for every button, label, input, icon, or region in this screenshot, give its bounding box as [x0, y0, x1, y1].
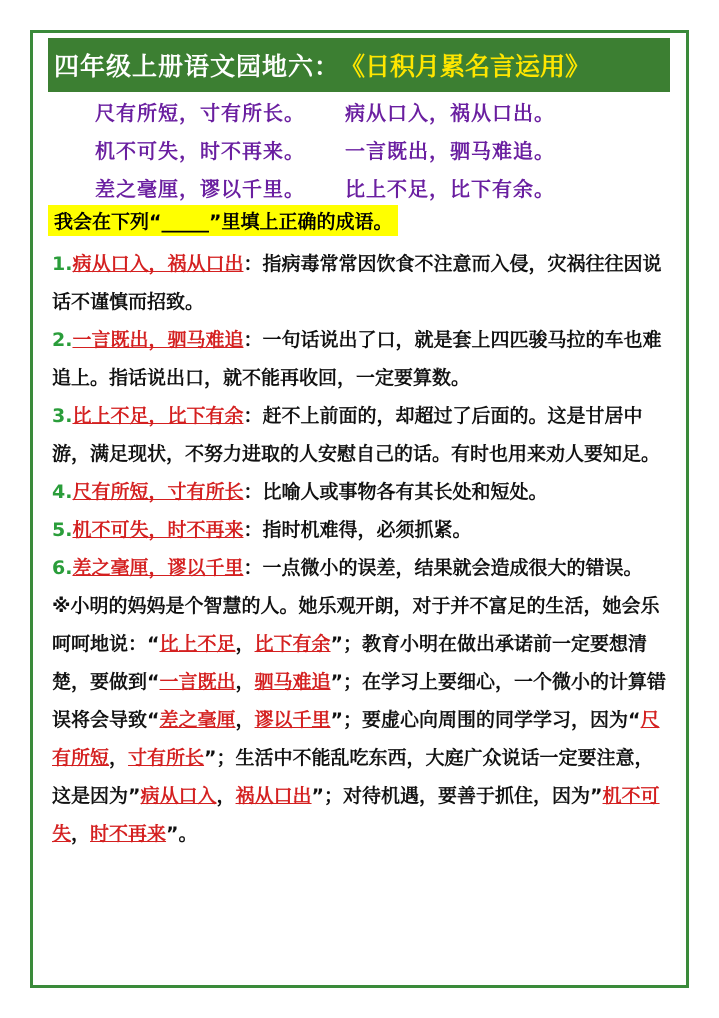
- story-text: ”；要虚心向周围的同学学习，因为“: [330, 709, 641, 731]
- item-number: 6.: [52, 557, 73, 579]
- list-item: [52, 397, 670, 473]
- answer-text: 谬以千里: [254, 709, 331, 731]
- story-text: ”；生活中不能乱吃东西，大庭广众说话一定要注意，这是因为”: [52, 747, 654, 807]
- story-comma: ，: [71, 823, 91, 845]
- list-item: [52, 473, 670, 511]
- story-text: ”；对待机遇，要善于抓住，因为”: [311, 785, 603, 807]
- story-comma: ，: [216, 785, 236, 807]
- idiom-list: [95, 92, 675, 206]
- answer-text: 差之毫厘: [159, 709, 236, 731]
- answer-text: 比下有余: [254, 633, 331, 655]
- answer-text: 尺有所短，寸有所长: [72, 481, 244, 503]
- answer-text: 尺有所短: [52, 709, 660, 769]
- answer-text: 病从口入，祸从口出: [72, 253, 244, 275]
- item-number: 5.: [52, 519, 73, 541]
- idiom-item: 病从口入，祸从口出。: [345, 100, 555, 125]
- item-number: 2.: [52, 329, 73, 351]
- answer-text: 比上不足，比下有余: [72, 405, 244, 427]
- answer-text: 一言既出: [159, 671, 236, 693]
- page-title: 四年级上册语文园地六：: [54, 52, 341, 81]
- item-text: ：指时机难得，必须抓紧。: [243, 519, 472, 541]
- item-number: 4.: [52, 481, 73, 503]
- item-text: ：指病毒常常因饮食不注意而入侵，灾祸往往因说话不谨慎而招致。: [52, 253, 662, 313]
- answer-text: 比上不足: [159, 633, 236, 655]
- story-comma: ，: [235, 709, 255, 731]
- idiom-item: 一言既出，驷马难追。: [345, 138, 555, 163]
- item-text: ：一点微小的误差，结果就会造成很大的错误。: [243, 557, 643, 579]
- item-text: ：一句话说出了口，就是套上四匹骏马拉的车也难追上。指话说出口，就不能再收回，一定要算数。: [52, 329, 662, 389]
- item-number: 3.: [52, 405, 73, 427]
- story-comma: ，: [235, 633, 255, 655]
- idiom-row: [95, 130, 675, 168]
- answer-text: 机不可失: [52, 785, 660, 845]
- story-paragraph: [52, 587, 670, 853]
- answer-text: 时不再来: [90, 823, 167, 845]
- title-banner: [48, 38, 670, 92]
- story-comma: ，: [109, 747, 129, 769]
- idiom-row: [95, 168, 675, 206]
- idiom-item: 机不可失，时不再来。: [95, 138, 305, 163]
- answer-text: 差之毫厘，谬以千里: [72, 557, 244, 579]
- answer-text: 病从口入: [140, 785, 217, 807]
- answer-text: 祸从口出: [235, 785, 312, 807]
- answer-text: 一言既出，驷马难追: [72, 329, 244, 351]
- item-text: ：赶不上前面的，却超过了后面的。这是甘居中游，满足现状，不努力进取的人安慰自己的话。有时也用来劝人要知足。: [52, 405, 661, 465]
- story-text: ”。: [166, 823, 198, 845]
- idiom-item: 比上不足，比下有余。: [345, 176, 555, 201]
- idiom-item: 尺有所短，寸有所长。: [95, 100, 305, 125]
- list-item: [52, 549, 670, 587]
- item-number: 1.: [52, 253, 73, 275]
- story-comma: ，: [235, 671, 255, 693]
- list-item: [52, 511, 670, 549]
- instruction: 我会在下列“_____”里填上正确的成语。: [48, 205, 398, 236]
- story-text: ”；在学习上要细心，一个微小的计算错误将会导致“: [52, 671, 667, 731]
- exercise-content: [52, 245, 670, 853]
- page-subtitle: 《日积月累名言运用》: [340, 52, 591, 81]
- answer-text: 寸有所长: [128, 747, 205, 769]
- story-text: ”；教育小明在做出承诺前一定要想清楚，要做到“: [52, 633, 648, 693]
- idiom-row: [95, 92, 675, 130]
- list-item: [52, 245, 670, 321]
- list-item: [52, 321, 670, 397]
- story-text: ※小明的妈妈是个智慧的人。她乐观开朗，对于并不富足的生活，她会乐呵呵地说：“: [52, 595, 660, 655]
- answer-text: 驷马难追: [254, 671, 331, 693]
- answer-text: 机不可失，时不再来: [72, 519, 244, 541]
- item-text: ：比喻人或事物各有其长处和短处。: [243, 481, 548, 503]
- idiom-item: 差之毫厘，谬以千里。: [95, 176, 305, 201]
